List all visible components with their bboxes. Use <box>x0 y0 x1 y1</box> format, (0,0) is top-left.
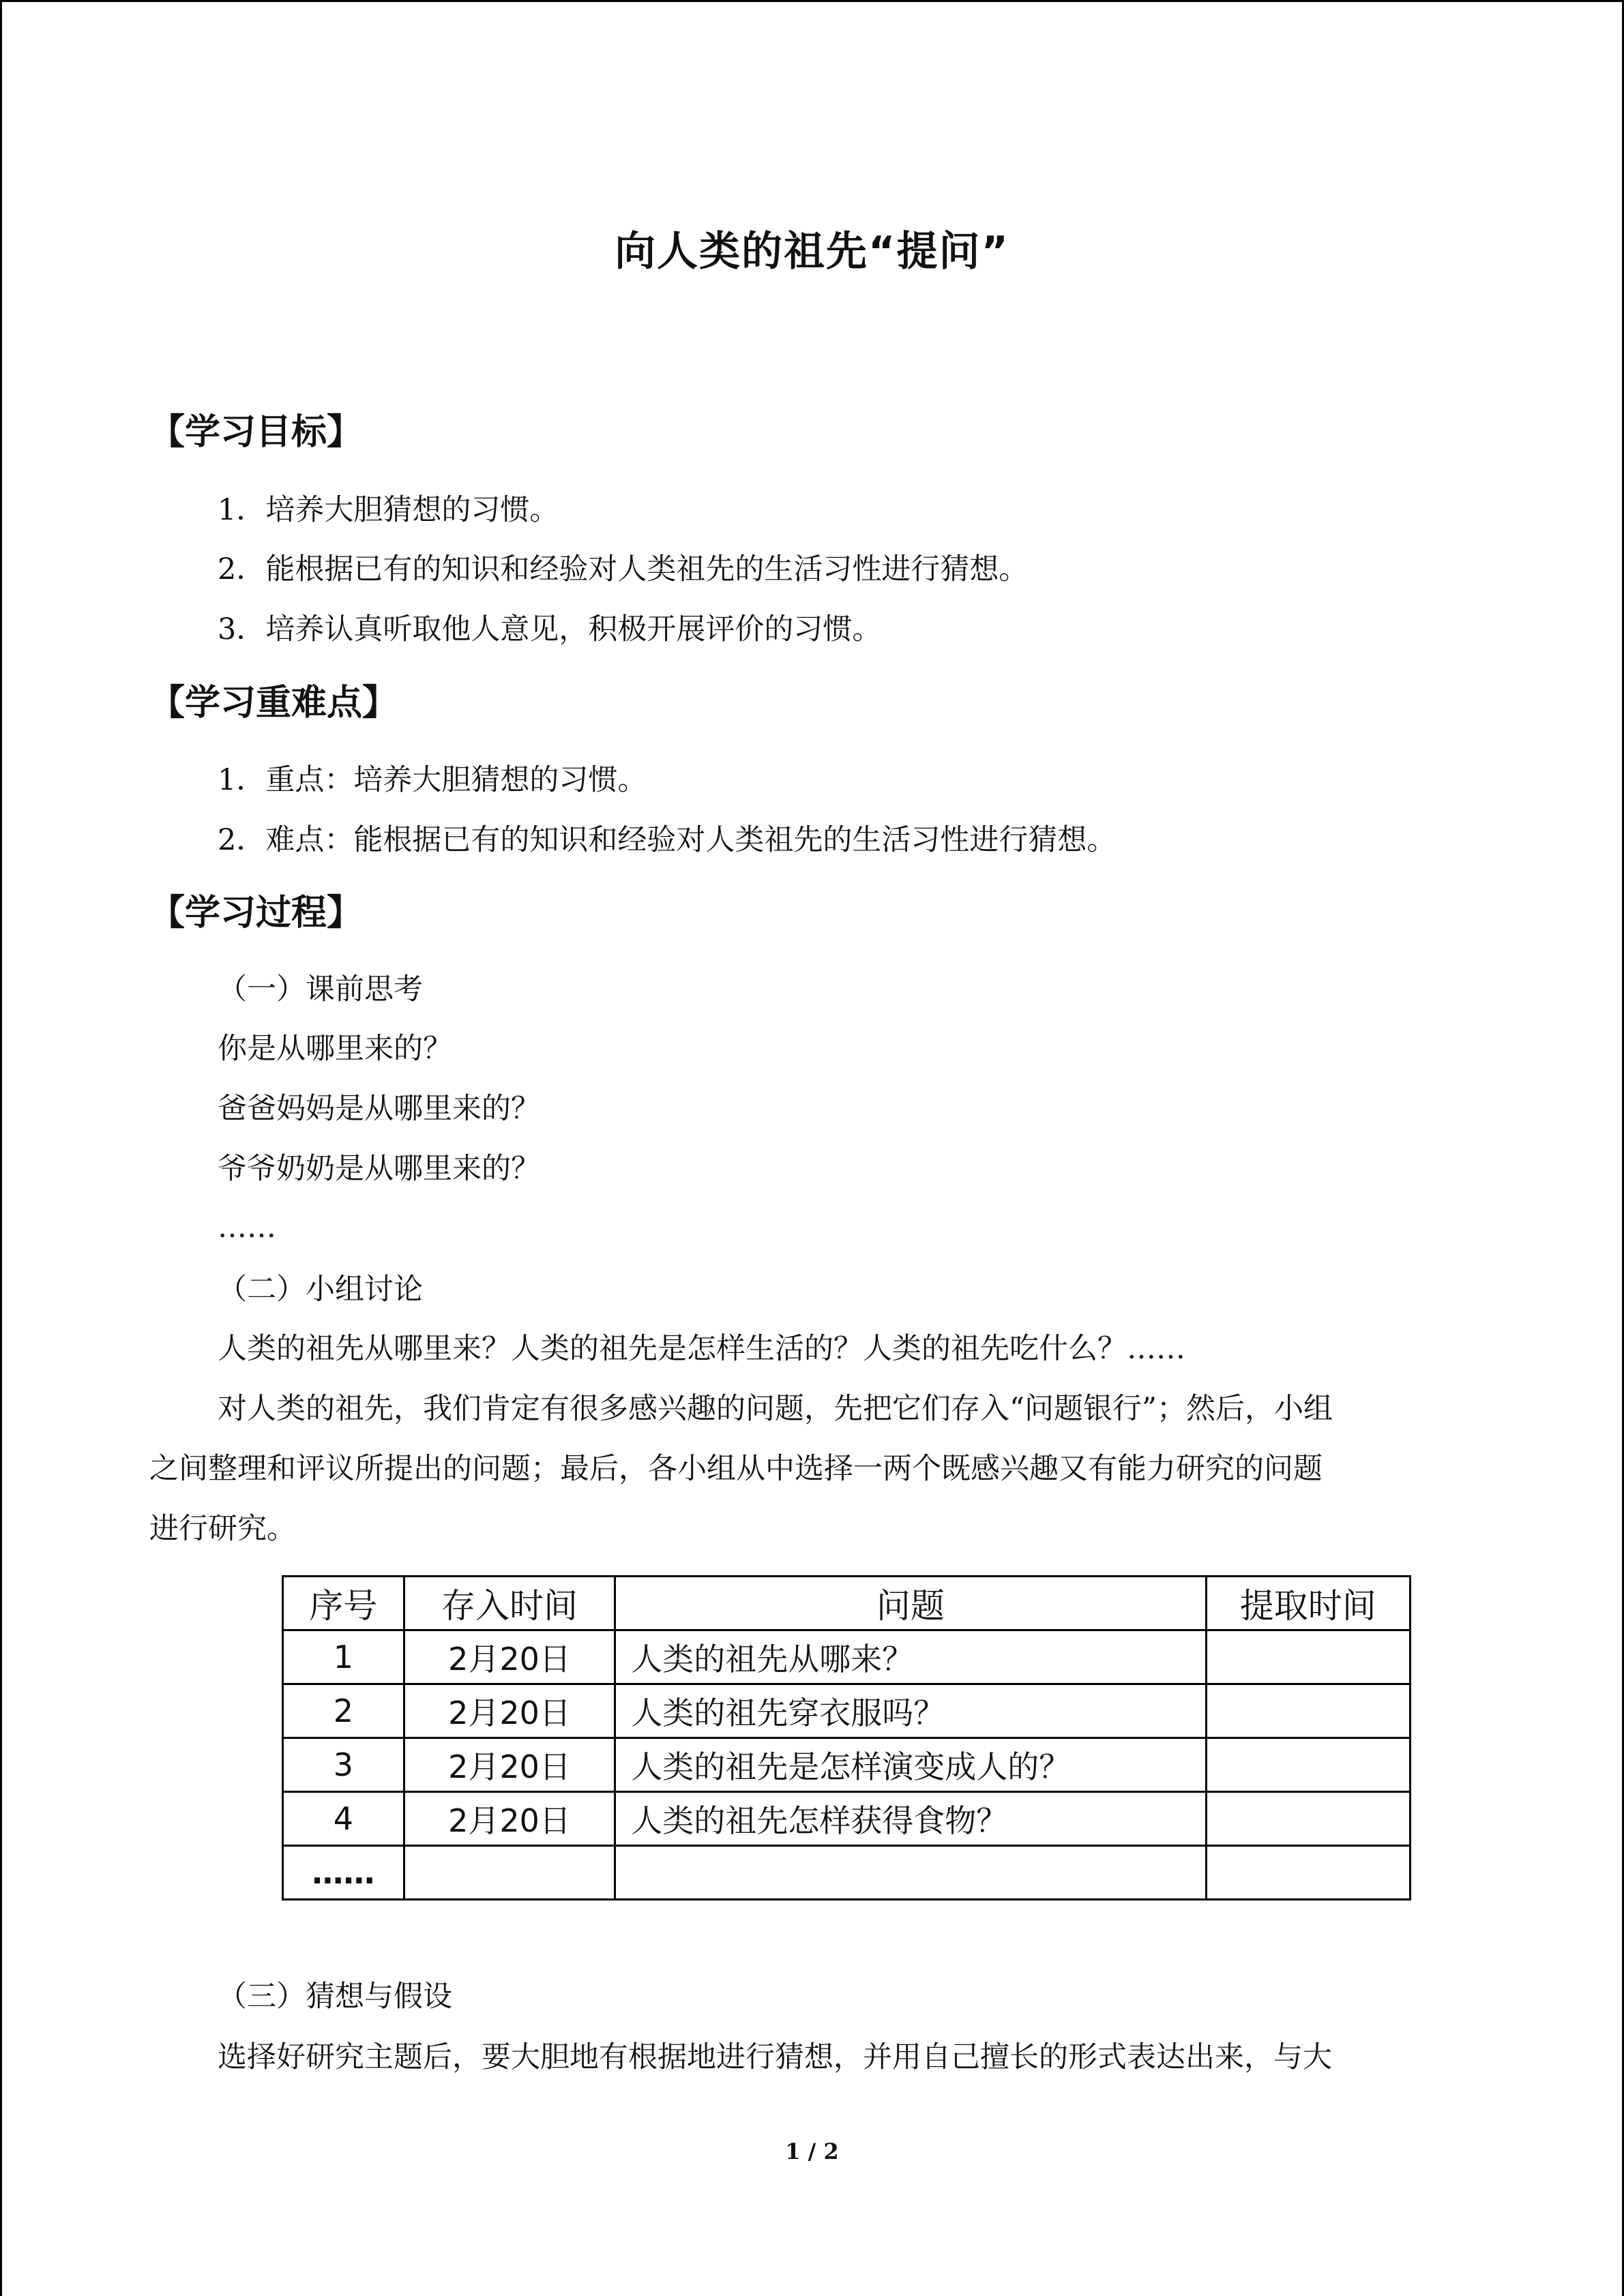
cell-deposit-time: 2月20日 <box>404 1792 615 1846</box>
part2-paragraph-line-2: 之间整理和评议所提出的问题；最后，各小组从中选择一两个既感兴趣又有能力研究的问题 <box>149 1452 1323 1486</box>
part3-line-1: 选择好研究主题后，要大胆地有根据地进行猜想，并用自己擅长的形式表达出来，与大 <box>218 2040 1332 2074</box>
part3-title: （三）猜想与假设 <box>218 1980 452 2014</box>
key-point-1: 1．重点：培养大胆猜想的习惯。 <box>218 763 647 797</box>
cell-seq: 3 <box>283 1738 404 1792</box>
part2-paragraph-line-1: 对人类的祖先，我们肯定有很多感兴趣的问题，先把它们存入“问题银行”；然后，小组 <box>218 1392 1333 1426</box>
cell-question: 人类的祖先是怎样演变成人的？ <box>615 1738 1206 1792</box>
cell-withdraw-time <box>1206 1792 1410 1846</box>
table-row <box>283 1846 1411 1900</box>
part1-line-2: 爸爸妈妈是从哪里来的？ <box>218 1092 540 1126</box>
part1-ellipsis: …… <box>218 1210 276 1244</box>
objective-item-2: 2．能根据已有的知识和经验对人类祖先的生活习性进行猜想。 <box>218 552 1029 586</box>
cell-question <box>615 1846 1206 1900</box>
heading-objectives: 【学习目标】 <box>149 412 363 453</box>
part1-line-1: 你是从哪里来的？ <box>218 1032 452 1066</box>
header-seq: 序号 <box>283 1577 404 1630</box>
table-row <box>283 1630 1411 1684</box>
page-title: 向人类的祖先“提问” <box>615 228 1009 275</box>
cell-withdraw-time <box>1206 1684 1410 1738</box>
cell-question: 人类的祖先穿衣服吗？ <box>615 1684 1206 1738</box>
table-row <box>283 1792 1411 1846</box>
cell-withdraw-time <box>1206 1846 1410 1900</box>
cell-seq: 4 <box>283 1792 404 1846</box>
cell-deposit-time: 2月20日 <box>404 1738 615 1792</box>
cell-deposit-time: 2月20日 <box>404 1684 615 1738</box>
cell-deposit-time <box>404 1846 615 1900</box>
header-deposit-time: 存入时间 <box>404 1577 615 1630</box>
page-number: 1 / 2 <box>785 2138 839 2164</box>
cell-seq: 1 <box>283 1630 404 1684</box>
cell-deposit-time: 2月20日 <box>404 1630 615 1684</box>
header-question: 问题 <box>615 1577 1206 1630</box>
heading-process: 【学习过程】 <box>149 893 363 934</box>
part2-paragraph-line-3: 进行研究。 <box>149 1512 296 1546</box>
heading-key-points: 【学习重难点】 <box>149 683 398 724</box>
table-header-row <box>283 1577 1411 1630</box>
objective-item-1: 1．培养大胆猜想的习惯。 <box>218 493 559 527</box>
part1-line-3: 爷爷奶奶是从哪里来的？ <box>218 1152 540 1186</box>
part1-title: （一）课前思考 <box>218 972 423 1007</box>
key-point-2: 2．难点：能根据已有的知识和经验对人类祖先的生活习性进行猜想。 <box>218 823 1117 857</box>
cell-withdraw-time <box>1206 1630 1410 1684</box>
header-withdraw-time: 提取时间 <box>1206 1577 1410 1630</box>
table-row <box>283 1738 1411 1792</box>
question-bank-table <box>282 1575 1411 1900</box>
cell-question: 人类的祖先怎样获得食物？ <box>615 1792 1206 1846</box>
cell-withdraw-time <box>1206 1738 1410 1792</box>
cell-seq: …… <box>283 1846 404 1900</box>
table-row <box>283 1684 1411 1738</box>
part2-questions: 人类的祖先从哪里来？人类的祖先是怎样生活的？人类的祖先吃什么？…… <box>218 1332 1185 1366</box>
objective-item-3: 3．培养认真听取他人意见，积极开展评价的习惯。 <box>218 612 882 646</box>
cell-question: 人类的祖先从哪来？ <box>615 1630 1206 1684</box>
part2-title: （二）小组讨论 <box>218 1272 423 1307</box>
cell-seq: 2 <box>283 1684 404 1738</box>
